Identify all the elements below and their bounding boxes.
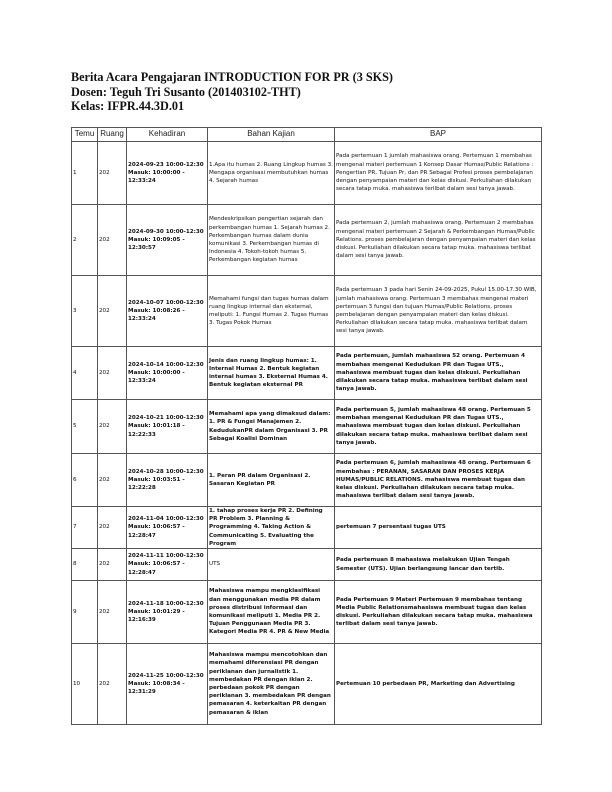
cell-kehadiran: 2024-11-11 10:00-12:30 Masuk: 10:06:57 - 12:28:47 [127,549,208,581]
cell-bap: Pada pertemuan 2, jumlah mahasiswa orang. Pertemuan 2 membahas mengenai materi pertemuan 2 Sejarah & Perkembangan Humas/Public Relations. proses pembelajaran dengan penyampaian materi dan kelas diskusi. Perkuliahan dilakukan secara tatap muka. mahasiswa terlibat dalam sesi tanya jawab. [335,205,542,276]
column-header-kehadiran: Kehadiran [127,128,208,142]
cell-temu: 6 [72,454,98,507]
cell-ruang: 202 [98,581,127,644]
cell-bahan-kajian: Memahami fungsi dan tugas humas dalam ruang lingkup internal dan eksternal, meliputi: 1. Fungsi Humas 2. Tugas Humas 3. Tugas Pokok Humas [208,276,335,347]
cell-ruang: 202 [98,276,127,347]
table-row [72,400,542,454]
cell-temu: 1 [72,142,98,205]
cell-bahan-kajian: Memahami apa yang dimaksud dalam: 1. PR & Fungsi Manajemen 2. KedudukanPR dalam Organisasi 3. PR Sebagai Koalisi Dominan [208,400,335,454]
cell-temu: 10 [72,644,98,725]
column-header-temu: Temu [72,128,98,142]
cell-kehadiran: 2024-09-30 10:00-12:30 Masuk: 10:09:05 - 12:30:57 [127,205,208,276]
attendance-table [71,127,542,725]
table-row [72,454,542,507]
cell-kehadiran: 2024-09-23 10:00-12:30 Masuk: 10:00:00 - 12:33:24 [127,142,208,205]
cell-ruang: 202 [98,347,127,400]
cell-ruang: 202 [98,507,127,549]
cell-ruang: 202 [98,549,127,581]
table-row [72,644,542,725]
cell-bahan-kajian: Mahasiswa mampu mengklasifikasi dan menggunakan media PR dalam proses distribusi informasi dan komunikasi meliputi 1. Media PR 2. Tujuan Penggunaan Media PR 3. Kategori Media PR 4. PR & New Media [208,581,335,644]
cell-temu: 3 [72,276,98,347]
cell-kehadiran: 2024-10-07 10:00-12:30 Masuk: 10:08:26 - 12:33:24 [127,276,208,347]
cell-bahan-kajian: 1. tahap proses kerja PR 2. Defining PR Problem 3. Planning & Programming 4. Taking Action & Communicating 5. Evaluating the Program [208,507,335,549]
cell-bap: pertemuan 7 persentasi tugas UTS [335,507,542,549]
document-title: Berita Acara Pengajaran INTRODUCTION FOR PR (3 SKS) [71,70,393,84]
cell-bahan-kajian: Mahasiswa mampu mencotohkan dan memahami diferensiasi PR dengan periklanan dan jurnalistik 1. membedakan PR dengan iklan 2. perbedaan pokok PR dengan periklanan 3. membedakan PR dengan pemasaran 4. keterkaitan PR dengan pemasaran & iklan [208,644,335,725]
cell-bap: Pertemuan 10 perbedaan PR, Marketing dan Advertising [335,644,542,725]
cell-temu: 9 [72,581,98,644]
cell-bahan-kajian: Jenis dan ruang lingkup humas: 1. Internal Humas 2. Bentuk kegiatan internal humas 3. Eksternal Humas 4. Bentuk kegiatan eksternal PR [208,347,335,400]
document-header [71,70,541,114]
cell-bap: Pada pertemuan 5, jumlah mahasiswa 48 orang. Pertemuan 5 membahas mengenai Kedudukan PR dan Tugas UTS., mahasiswa membuat tugas dan kelas diskusi. Perkuliahan dilakukan secara tatap muka. mahasiswa terlibat dalam sesi tanya jawab. [335,400,542,454]
cell-ruang: 202 [98,454,127,507]
cell-temu: 8 [72,549,98,581]
cell-ruang: 202 [98,205,127,276]
column-header-bahan-kajian: Bahan Kajian [208,128,335,142]
table-row [72,507,542,549]
column-header-bap: BAP [335,128,542,142]
cell-kehadiran: 2024-11-25 10:00-12:30 Masuk: 10:08:34 - 12:31:29 [127,644,208,725]
cell-bahan-kajian: UTS [208,549,335,581]
cell-bap: Pada pertemuan 6, jumlah mahasiswa 48 orang. Pertemuan 6 membahas : PERANAN, SASARAN DAN PROSES KERJA HUMAS/PUBLIC RELATIONS. mahasiswa membuat tugas dan kelas diskusi. Perkuliahan dilakukan secara tatap muka. mahasiswa terlibat dalam sesi tanya jawab. [335,454,542,507]
cell-temu: 7 [72,507,98,549]
column-header-ruang: Ruang [98,128,127,142]
cell-temu: 2 [72,205,98,276]
table-header-row [72,128,542,142]
class-line: Kelas: IFPR.44.3D.01 [71,99,185,113]
cell-temu: 4 [72,347,98,400]
lecturer-line: Dosen: Teguh Tri Susanto (201403102-THT) [71,84,301,99]
cell-bap: Pada pertemuan 3 pada hari Senin 24-09-2025, Pukul 15.00-17.30 WIB, jumlah mahasiswa orang. Pertemuan 3 membahas mengenai materi pertemuan 3 fungsi dan tujuan Humas/Public Relations, proses pembelajaran dengan penyampaian materi dan kelas diskusi. Perkuliahan dilakukan secara tatap muka. mahasiswa terlibat dalam sesi tanya jawab. [335,276,542,347]
cell-kehadiran: 2024-10-14 10:00-12:30 Masuk: 10:00:00 - 12:33:24 [127,347,208,400]
table-row [72,581,542,644]
cell-bap: Pada pertemuan 1 jumlah mahasiswa orang. Pertemuan 1 membahas mengenai materi pertemuan 1 Konsep Dasar Humas/Public Relations : Pengertian PR, Tujuan Pr, dan PR Sebagai Profesi proses pembelajaran dengan penyampaian materi dan kelas diskusi. Perkuliahan dilakukan secara tatap muka. mahasiswa terlibat dalam sesi tanya jawab. [335,142,542,205]
cell-ruang: 202 [98,644,127,725]
cell-kehadiran: 2024-11-18 10:00-12:30 Masuk: 10:01:29 - 12:16:39 [127,581,208,644]
cell-temu: 5 [72,400,98,454]
cell-kehadiran: 2024-11-04 10:00-12:30 Masuk: 10:06:57 - 12:28:47 [127,507,208,549]
table-row [72,549,542,581]
cell-kehadiran: 2024-10-21 10:00-12:30 Masuk: 10:01:18 - 12:22:33 [127,400,208,454]
cell-bahan-kajian: Mendeskripsikan pengertian sejarah dan perkembangan humas 1. Sejarah humas 2. Perkembangan humas dalam dunia komunikasi 3. Perkembangan humas di Indonesia 4. Tokoh-tokoh humas 5. Perkembangan kegiatan humas [208,205,335,276]
table-row [72,142,542,205]
cell-kehadiran: 2024-10-28 10:00-12:30 Masuk: 10:03:51 - 12:22:28 [127,454,208,507]
cell-ruang: 202 [98,142,127,205]
table-row [72,347,542,400]
cell-bahan-kajian: 1.Apa itu humas 2. Ruang Lingkup humas 3. Mengapa organisasi membutuhkan humas 4. Sejarah humas [208,142,335,205]
cell-bahan-kajian: 1. Peran PR dalam Organisasi 2. Sasaran Kegiatan PR [208,454,335,507]
cell-bap: Pada pertemuan, jumlah mahasiswa 52 orang. Pertemuan 4 membahas mengenai Kedudukan PR dan Tugas UTS., mahasiswa membuat tugas dan kelas diskusi. Perkuliahan dilakukan secara tatap muka. mahasiswa terlibat dalam sesi tanya jawab. [335,347,542,400]
cell-ruang: 202 [98,400,127,454]
table-row [72,205,542,276]
cell-bap: Pada pertemuan 8 mahasiswa melakukan Ujian Tengah Semester (UTS). Ujian berlangsung lancar dan tertib. [335,549,542,581]
table-row [72,276,542,347]
cell-bap: Pada Pertemuan 9 Materi Pertemuan 9 membahas tentang Media Public Relationsmahasiswa membuat tugas dan kelas diskusi. Perkuliahan dilakukan secara tatap muka. mahasiswa terlibat dalam sesi tanya jawab. [335,581,542,644]
